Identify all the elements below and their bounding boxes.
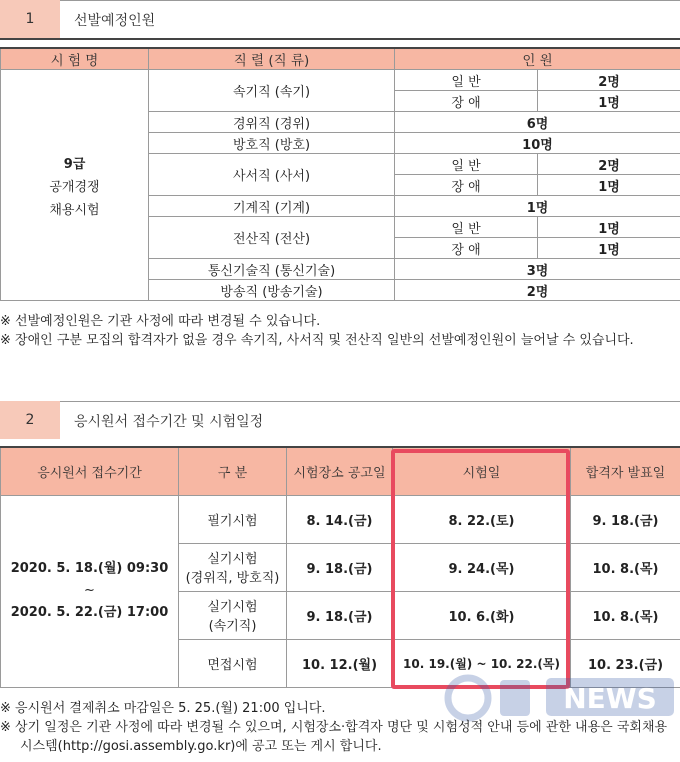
job-cell: 전산직 (전산): [149, 217, 395, 259]
general-label: 일 반: [395, 70, 538, 91]
header-exam-name: 시 험 명: [1, 48, 149, 70]
job-cell: 속기직 (속기): [149, 70, 395, 112]
section1-notes: [0, 312, 680, 350]
watermark-text: NEWS: [563, 682, 657, 715]
header-venue-notice: 시험장소 공고일: [287, 447, 393, 495]
section1-header: [0, 0, 680, 38]
exam-grade: 9급: [63, 156, 86, 172]
exam-date: 9. 24.(목): [393, 543, 571, 591]
general-count: 2명: [538, 70, 680, 91]
exam-date: 10. 6.(화): [393, 591, 571, 639]
result-date: 10. 23.(금): [571, 639, 680, 687]
category-line: (속기직): [208, 619, 257, 634]
application-period-cell: [1, 495, 179, 687]
disabled-label: 장 애: [395, 175, 538, 196]
period-end: 2020. 5. 22.(금) 17:00: [10, 605, 169, 620]
exam-name-cell: [1, 70, 149, 301]
header-exam-date: 시험일: [393, 447, 571, 495]
general-count: 2명: [538, 154, 680, 175]
total-count: 10명: [395, 133, 680, 154]
job-cell: 기계직 (기계): [149, 196, 395, 217]
category-line: (경위직, 방호직): [185, 571, 280, 586]
total-count: 3명: [395, 259, 680, 280]
disabled-label: 장 애: [395, 238, 538, 259]
result-date: 9. 18.(금): [571, 495, 680, 543]
result-date: 10. 8.(목): [571, 543, 680, 591]
job-cell: 방송직 (방송기술): [149, 280, 395, 301]
note-text: ※ 응시원서 결제취소 마감일은 5. 25.(월) 21:00 입니다.: [0, 701, 326, 716]
period-separator: ~: [84, 583, 95, 598]
period-start: 2020. 5. 18.(월) 09:30: [10, 561, 169, 576]
job-cell: 통신기술직 (통신기술): [149, 259, 395, 280]
section2-header: [0, 401, 680, 439]
recruitment-table: [0, 47, 680, 301]
header-category: 구 분: [179, 447, 287, 495]
category-cell: [179, 591, 287, 639]
general-label: 일 반: [395, 154, 538, 175]
total-count: 1명: [395, 196, 680, 217]
note-text: ※ 상기 일정은 기관 사정에 따라 변경될 수 있으며, 시험장소·합격자 명단 및 시험성적 안내 등에 관한 내용은 국회채용 시스템(http://gosi.assembly.go.kr)에 공고 또는 게시 합니다.: [0, 720, 668, 754]
total-count: 6명: [395, 112, 680, 133]
disabled-count: 1명: [538, 175, 680, 196]
venue-notice-date: 9. 18.(금): [287, 543, 393, 591]
exam-date: 8. 22.(토): [393, 495, 571, 543]
schedule-table: [0, 446, 680, 688]
section1-title: 선발예정인원: [60, 0, 680, 38]
general-label: 일 반: [395, 217, 538, 238]
result-date: 10. 8.(목): [571, 591, 680, 639]
section2-number: 2: [0, 401, 60, 439]
category-cell: [179, 543, 287, 591]
disabled-label: 장 애: [395, 91, 538, 112]
section1-number: 1: [0, 0, 60, 38]
header-result-date: 합격자 발표일: [571, 447, 680, 495]
exam-date: 10. 19.(월) ~ 10. 22.(목): [393, 639, 571, 687]
disabled-count: 1명: [538, 238, 680, 259]
disabled-count: 1명: [538, 91, 680, 112]
note-text: ※ 선발예정인원은 기관 사정에 따라 변경될 수 있습니다.: [0, 314, 321, 329]
category-cell: 면접시험: [179, 639, 287, 687]
header-application-period: 응시원서 접수기간: [1, 447, 179, 495]
venue-notice-date: 8. 14.(금): [287, 495, 393, 543]
venue-notice-date: 9. 18.(금): [287, 591, 393, 639]
section2-notes: [0, 699, 680, 756]
header-job-series: 직 렬 (직 류): [149, 48, 395, 70]
total-count: 2명: [395, 280, 680, 301]
venue-notice-date: 10. 12.(월): [287, 639, 393, 687]
exam-kind: 채용시험: [49, 202, 100, 218]
section2-title: 응시원서 접수기간 및 시험일정: [60, 401, 680, 439]
job-cell: 방호직 (방호): [149, 133, 395, 154]
job-cell: 경위직 (경위): [149, 112, 395, 133]
job-cell: 사서직 (사서): [149, 154, 395, 196]
exam-type: 공개경쟁: [49, 179, 100, 195]
general-count: 1명: [538, 217, 680, 238]
note-text: ※ 장애인 구분 모집의 합격자가 없을 경우 속기직, 사서직 및 전산직 일반의 선발예정인원이 늘어날 수 있습니다.: [0, 333, 634, 348]
category-line: 실기시험: [207, 552, 258, 567]
category-cell: 필기시험: [179, 495, 287, 543]
section1-rule: [0, 38, 680, 40]
header-headcount: 인 원: [395, 48, 680, 70]
category-line: 실기시험: [207, 600, 258, 615]
